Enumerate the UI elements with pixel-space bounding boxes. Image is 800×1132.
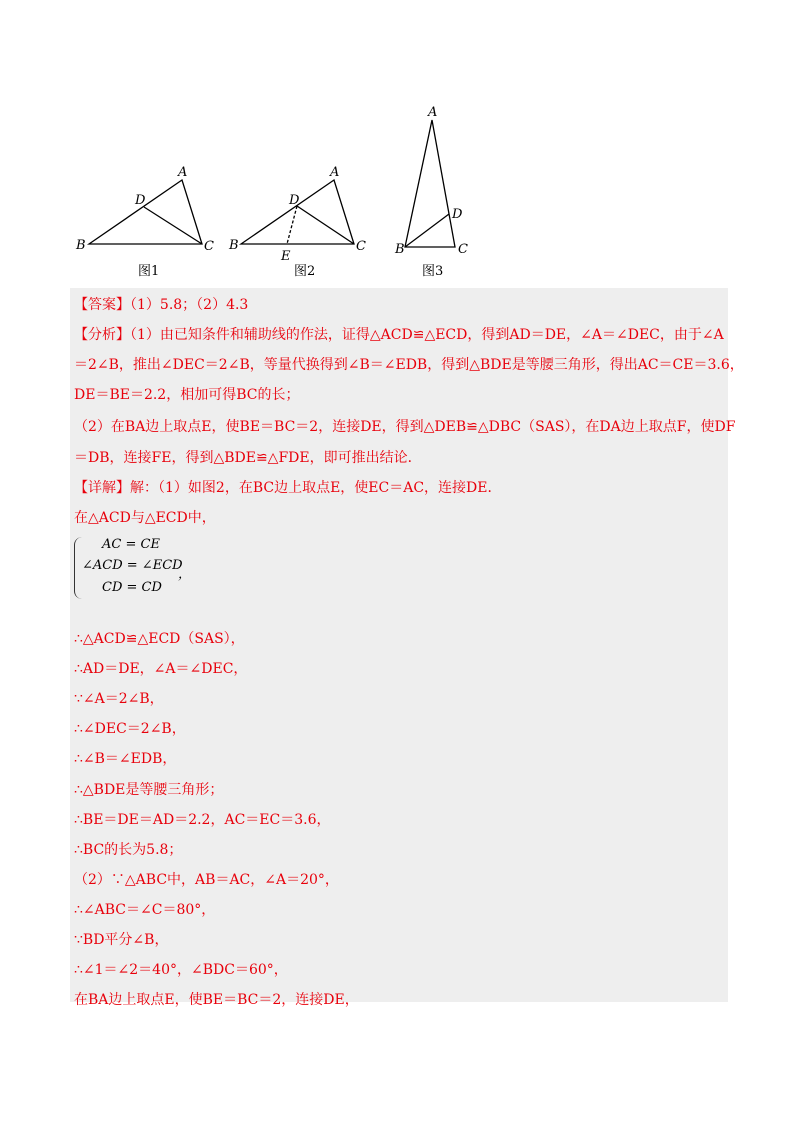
detail-line-3: ∴△ACD≌△ECD（SAS）， (74, 631, 245, 647)
detail-line-4: ∴AD＝DE，∠A＝∠DEC， (74, 661, 248, 677)
figure-1-caption: 图1 (138, 264, 160, 279)
fig2-label-a: A (330, 165, 340, 180)
detail-line-15: 在BA边上取点E，使BE＝BC＝2，连接DE， (74, 992, 359, 1008)
detail-line-7: ∴∠B＝∠EDB， (74, 751, 177, 767)
answer-line: 【答案】（1）5.8；（2）4.3 (74, 297, 249, 313)
analysis-line-2: ＝2∠B，推出∠DEC＝2∠B，等量代换得到∠B＝∠EDB，得到△BDE是等腰三角形，得出AC＝CE＝3.6， (74, 357, 744, 373)
detail-line-11: （2）∵△ABC中，AB＝AC，∠A＝20°， (74, 872, 339, 888)
geometry-figures (0, 100, 800, 285)
detail-line-10: ∴BC的长为5.8； (74, 842, 183, 858)
analysis-line-4: （2）在BA边上取点E，使BE＝BC＝2，连接DE，得到△DEB≌△DBC（SAS），在DA边上取点F，使DF (74, 419, 736, 435)
system-trail: ， (178, 567, 192, 582)
detail-line-8: ∴△BDE是等腰三角形； (74, 782, 224, 798)
figures-area (0, 100, 800, 285)
system-row-3: CD = CD (102, 580, 162, 595)
detail-line-2: 在△ACD与△ECD中， (74, 510, 216, 526)
detail-line-5: ∵∠A＝2∠B， (74, 691, 164, 707)
fig2-label-c: C (356, 239, 366, 254)
system-row-1: AC = CE (102, 537, 160, 552)
fig3-label-a: A (428, 105, 438, 120)
system-row-2: ∠ACD = ∠ECD (82, 558, 183, 573)
figure-2-caption: 图2 (294, 264, 316, 279)
detail-line-1: 【详解】解：（1）如图2，在BC边上取点E，使EC＝AC，连接DE． (74, 480, 502, 496)
figure-1-triangle (89, 180, 202, 244)
congruence-system (74, 537, 194, 601)
analysis-line-3: DE＝BE＝2.2，相加可得BC的长； (74, 387, 300, 403)
fig1-label-a: A (178, 165, 188, 180)
figure-2-triangle (241, 180, 354, 244)
fig1-label-d: D (135, 193, 146, 208)
fig3-label-b: B (395, 242, 405, 257)
fig1-label-b: B (76, 238, 86, 253)
figure-3-triangle (405, 120, 455, 247)
fig2-label-d: D (289, 193, 300, 208)
fig2-label-e: E (281, 249, 291, 264)
fig3-label-d: D (452, 207, 463, 222)
fig3-label-c: C (458, 242, 468, 257)
analysis-line-5: ＝DB，连接FE，得到△BDE≌△FDE，即可推出结论． (74, 450, 422, 466)
fig1-label-c: C (204, 239, 214, 254)
detail-line-12: ∴∠ABC＝∠C＝80°， (74, 902, 216, 918)
detail-line-14: ∴∠1＝∠2＝40°，∠BDC＝60°， (74, 962, 288, 978)
detail-line-9: ∴BE＝DE＝AD＝2.2，AC＝EC＝3.6， (74, 812, 331, 828)
fig2-label-b: B (229, 238, 239, 253)
analysis-line-1: 【分析】（1）由已知条件和辅助线的作法，证得△ACD≌△ECD，得到AD＝DE，∠A＝∠DEC，由于∠A (74, 327, 724, 343)
figure-3-caption: 图3 (422, 264, 444, 279)
detail-line-13: ∵BD平分∠B， (74, 932, 169, 948)
detail-line-6: ∴∠DEC＝2∠B， (74, 721, 186, 737)
